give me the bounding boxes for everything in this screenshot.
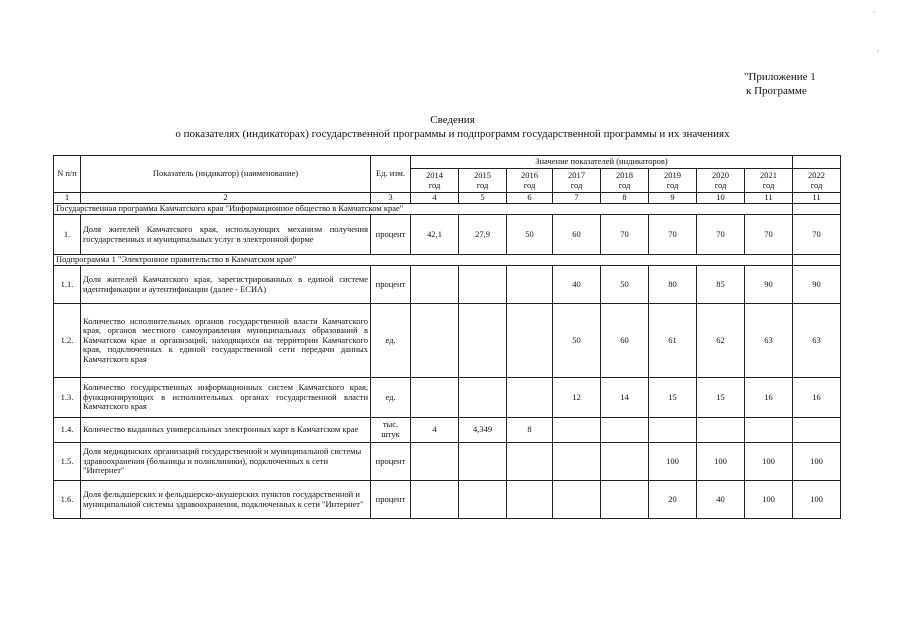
row-num: 1.4. [54, 418, 81, 443]
row-value: 62 [697, 304, 745, 378]
row-value [411, 481, 459, 519]
row-value: 100 [745, 443, 793, 481]
row-value [697, 418, 745, 443]
row-value [411, 378, 459, 418]
row-value: 50 [601, 266, 649, 304]
row-value: 16 [745, 378, 793, 418]
row-num: 1.2. [54, 304, 81, 378]
row-value: 90 [793, 266, 841, 304]
row-name: Количество исполнительных органов государственной власти Камчатского края, органов местного самоуправления муниципальных образований в Камчатском крае и организаций, находящихся на территории Камчатского края, подключенных к единой государственной сети передачи данных Камчатского края [81, 304, 371, 378]
header-year: 2015 год [459, 169, 507, 193]
row-value: 4 [411, 418, 459, 443]
row-value: 90 [745, 266, 793, 304]
table-row [54, 266, 841, 304]
table-row [54, 481, 841, 519]
row-value: 70 [601, 215, 649, 255]
row-value: 70 [697, 215, 745, 255]
table-row [54, 304, 841, 378]
table-row [54, 418, 841, 443]
row-value [411, 266, 459, 304]
header-year: 2021 год [745, 169, 793, 193]
row-value: 50 [553, 304, 601, 378]
row-num: 1. [54, 215, 81, 255]
scan-mark: ´ [872, 11, 876, 22]
row-value [459, 443, 507, 481]
row-num: 1.3. [54, 378, 81, 418]
row-value: 100 [697, 443, 745, 481]
subprogram-title: Подпрограмма 1 "Электронное правительство в Камчатском крае" [54, 255, 793, 266]
header-values-group: Значение показателей (индикаторов) [411, 156, 793, 169]
header-year: 2016 год [507, 169, 553, 193]
row-value [459, 266, 507, 304]
row-value: 14 [601, 378, 649, 418]
table-row [54, 443, 841, 481]
column-number: 7 [553, 193, 601, 204]
row-value: 20 [649, 481, 697, 519]
annex-note [744, 70, 854, 98]
row-value: 8 [507, 418, 553, 443]
scan-mark: · [876, 47, 880, 58]
row-value: 4,349 [459, 418, 507, 443]
row-unit: процент [371, 443, 411, 481]
subprogram-section-row [54, 255, 841, 266]
header-year: 2022 год [793, 169, 841, 193]
column-number: 4 [411, 193, 459, 204]
header-year: 2018 год [601, 169, 649, 193]
row-value: 100 [793, 443, 841, 481]
row-value [507, 378, 553, 418]
row-value [459, 304, 507, 378]
row-value [601, 418, 649, 443]
row-value [553, 443, 601, 481]
row-value [649, 418, 697, 443]
annex-line: к Программе [746, 85, 807, 97]
header-row [54, 156, 841, 169]
row-value: 70 [793, 215, 841, 255]
row-value: 100 [745, 481, 793, 519]
table-row [54, 215, 841, 255]
row-num: 1.5. [54, 443, 81, 481]
row-value: 42,1 [411, 215, 459, 255]
row-name: Доля фельдшерских и фельдшерско-акушерских пунктов государственной и муниципальной системы здравоохранения, подключенных к сети "Интернет" [81, 481, 371, 519]
row-unit: процент [371, 481, 411, 519]
header-unit: Ед. изм. [371, 156, 411, 193]
document-title: Сведения [430, 114, 475, 126]
row-value [507, 481, 553, 519]
section-empty-cell [793, 204, 841, 215]
section-empty-cell [793, 255, 841, 266]
row-value: 12 [553, 378, 601, 418]
row-value [507, 304, 553, 378]
row-value: 80 [649, 266, 697, 304]
row-value [507, 443, 553, 481]
column-numbers-row [54, 193, 841, 204]
program-title: Государственная программа Камчатского края "Информационное общество в Камчатском крае" [54, 204, 793, 215]
row-value: 16 [793, 378, 841, 418]
row-value: 100 [793, 481, 841, 519]
row-value: 70 [745, 215, 793, 255]
column-number: 11 [745, 193, 793, 204]
row-value: 85 [697, 266, 745, 304]
row-name: Количество государственных информационных систем Камчатского края, функционирующих в исполнительных органах государственной власти Камчатского края [81, 378, 371, 418]
row-value: 40 [697, 481, 745, 519]
header-year: 2014 год [411, 169, 459, 193]
row-value [793, 418, 841, 443]
row-name: Количество выданных универсальных электронных карт в Камчатском крае [81, 418, 371, 443]
row-value [459, 378, 507, 418]
row-name: Доля жителей Камчатского края, использующих механизм получения государственных и муниципальных услуг в электронной форме [81, 215, 371, 255]
row-value: 63 [793, 304, 841, 378]
row-value: 63 [745, 304, 793, 378]
column-number: 2 [81, 193, 371, 204]
row-value: 70 [649, 215, 697, 255]
header-num: N п/п [54, 156, 81, 193]
row-value [553, 418, 601, 443]
program-section-row [54, 204, 841, 215]
row-value [601, 481, 649, 519]
row-value: 50 [507, 215, 553, 255]
row-unit: процент [371, 266, 411, 304]
column-number: 6 [507, 193, 553, 204]
row-name: Доля медицинских организаций государственной и муниципальной системы здравоохранения (больницы и поликлиники), подключенных к сети "Интернет" [81, 443, 371, 481]
row-value [553, 481, 601, 519]
annex-line: "Приложение 1 [744, 71, 816, 83]
row-value [745, 418, 793, 443]
column-number: 9 [649, 193, 697, 204]
header-year: 2019 год [649, 169, 697, 193]
row-value: 61 [649, 304, 697, 378]
header-empty-cell [793, 156, 841, 169]
table-row [54, 378, 841, 418]
document-subtitle: о показателях (индикаторах) государственной программы и подпрограмм государственной программы и их значениях [175, 128, 730, 140]
header-name: Показатель (индикатор) (наименование) [81, 156, 371, 193]
row-value [507, 266, 553, 304]
row-unit: ед. [371, 304, 411, 378]
row-value: 60 [601, 304, 649, 378]
row-value: 15 [649, 378, 697, 418]
row-unit: ед. [371, 378, 411, 418]
indicators-table [53, 155, 841, 519]
column-number: 5 [459, 193, 507, 204]
row-unit: процент [371, 215, 411, 255]
row-value [411, 304, 459, 378]
row-name: Доля жителей Камчатского края, зарегистрированных в единой системе идентификации и аутентификации (далее - ЕСИА) [81, 266, 371, 304]
row-value: 60 [553, 215, 601, 255]
row-unit: тыс. штук [371, 418, 411, 443]
row-value: 27,9 [459, 215, 507, 255]
row-value [601, 443, 649, 481]
row-value: 40 [553, 266, 601, 304]
column-number: 10 [697, 193, 745, 204]
column-number: 8 [601, 193, 649, 204]
header-year: 2017 год [553, 169, 601, 193]
column-number: 3 [371, 193, 411, 204]
column-number: 1 [54, 193, 81, 204]
row-value: 15 [697, 378, 745, 418]
row-value [411, 443, 459, 481]
row-num: 1.1. [54, 266, 81, 304]
column-number: 11 [793, 193, 841, 204]
header-year: 2020 год [697, 169, 745, 193]
row-num: 1.6. [54, 481, 81, 519]
row-value [459, 481, 507, 519]
row-value: 100 [649, 443, 697, 481]
